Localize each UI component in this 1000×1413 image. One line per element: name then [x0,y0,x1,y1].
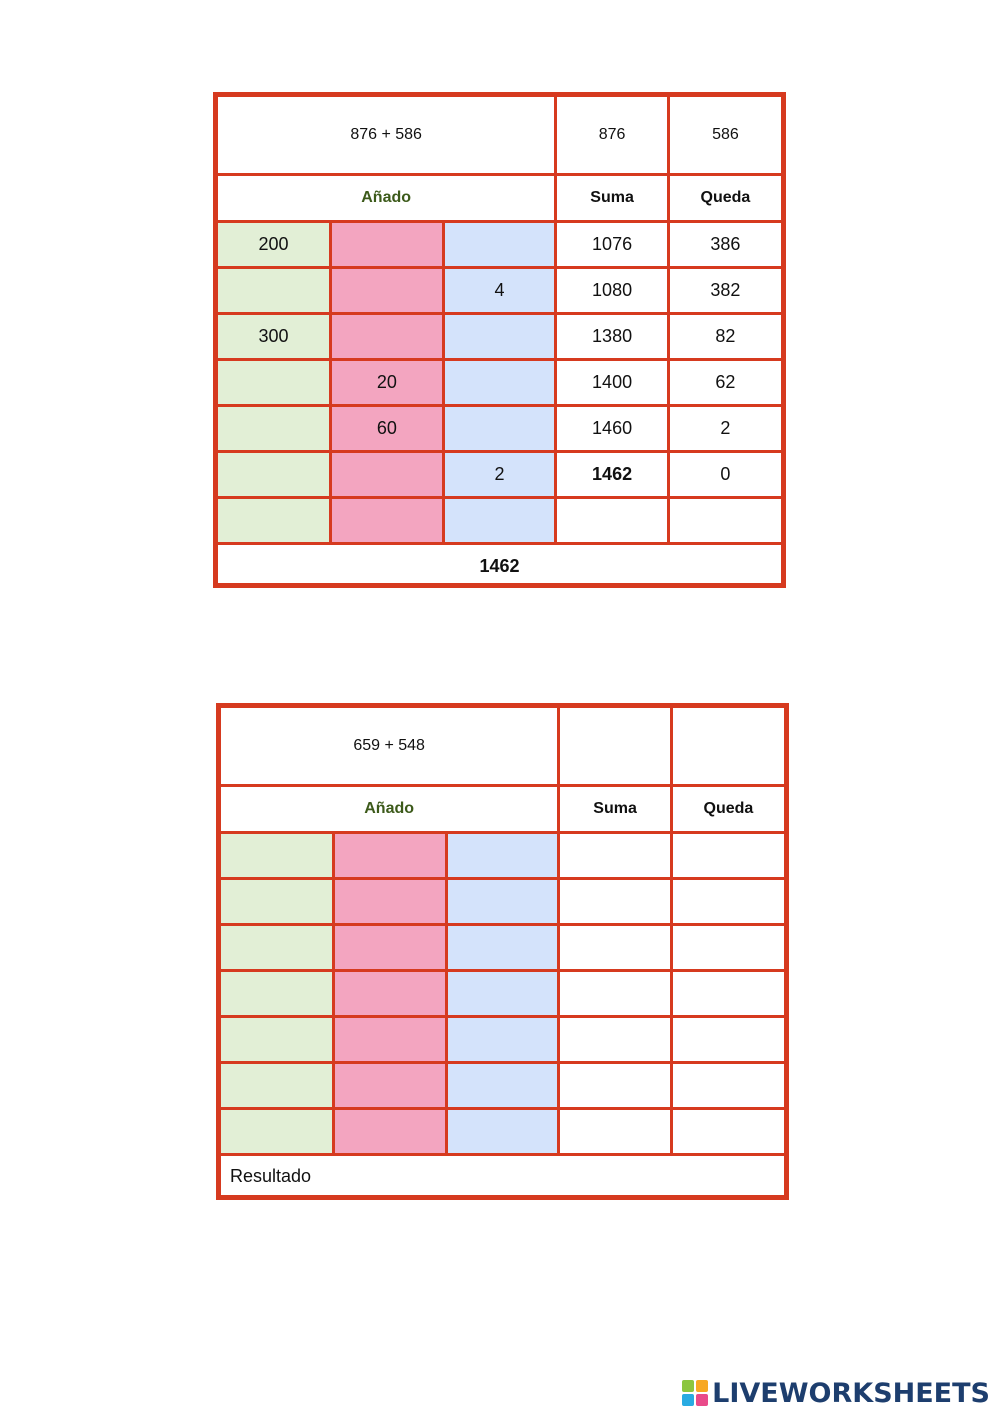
sum-input-cell[interactable] [559,1109,672,1155]
remaining-cell: 382 [668,268,781,314]
sum-cell: 1462 [556,452,669,498]
sum-cell: 1460 [556,406,669,452]
addend2-cell: 586 [668,97,781,175]
addend1-cell: 876 [556,97,669,175]
sum-input-cell[interactable] [559,833,672,879]
units-input-cell[interactable] [446,879,559,925]
tens-input-cell[interactable] [334,879,447,925]
remaining-header: Queda [671,786,784,833]
hundreds-input-cell[interactable] [221,833,334,879]
sum-cell: 1400 [556,360,669,406]
sum-cell [556,498,669,544]
result-cell: 1462 [218,544,781,589]
table-row [218,268,781,314]
problem-cell: 659 + 548 [221,708,559,786]
table-row [218,360,781,406]
hundreds-cell [218,268,331,314]
hundreds-input-cell[interactable] [221,879,334,925]
table-row [218,406,781,452]
hundreds-cell: 300 [218,314,331,360]
table-row [221,1063,784,1109]
remaining-input-cell[interactable] [671,879,784,925]
tens-cell: 60 [331,406,444,452]
units-cell [443,222,556,268]
table-row [218,222,781,268]
logo-text: LIVEWORKSHEETS [712,1377,990,1409]
remaining-input-cell[interactable] [671,971,784,1017]
table-row [221,879,784,925]
worksheet-table-exercise [216,703,789,1200]
remaining-cell: 82 [668,314,781,360]
tens-cell [331,268,444,314]
liveworksheets-logo [682,1376,990,1410]
units-cell: 4 [443,268,556,314]
addend2-input-cell[interactable] [671,708,784,786]
hundreds-cell [218,498,331,544]
tens-cell [331,452,444,498]
tens-input-cell[interactable] [334,1017,447,1063]
tens-input-cell[interactable] [334,833,447,879]
sum-input-cell[interactable] [559,879,672,925]
units-input-cell[interactable] [446,1017,559,1063]
sum-cell: 1076 [556,222,669,268]
sum-input-cell[interactable] [559,971,672,1017]
tens-input-cell[interactable] [334,971,447,1017]
problem-cell: 876 + 586 [218,97,556,175]
tens-input-cell[interactable] [334,925,447,971]
remaining-cell: 386 [668,222,781,268]
table-row [218,452,781,498]
remaining-input-cell[interactable] [671,1063,784,1109]
added-header: Añado [218,175,556,222]
hundreds-input-cell[interactable] [221,925,334,971]
remaining-cell: 2 [668,406,781,452]
table-row [218,314,781,360]
units-cell [443,360,556,406]
hundreds-input-cell[interactable] [221,1109,334,1155]
sum-cell: 1380 [556,314,669,360]
tens-cell [331,314,444,360]
addend1-input-cell[interactable] [559,708,672,786]
sum-input-cell[interactable] [559,1063,672,1109]
units-input-cell[interactable] [446,925,559,971]
tens-cell: 20 [331,360,444,406]
tens-cell [331,222,444,268]
tens-input-cell[interactable] [334,1109,447,1155]
worksheet-table-example [213,92,786,588]
units-cell [443,498,556,544]
remaining-cell: 0 [668,452,781,498]
hundreds-cell: 200 [218,222,331,268]
added-header: Añado [221,786,559,833]
remaining-header: Queda [668,175,781,222]
remaining-input-cell[interactable] [671,1017,784,1063]
remaining-input-cell[interactable] [671,833,784,879]
result-input-cell[interactable]: Resultado [221,1155,784,1210]
hundreds-cell [218,406,331,452]
units-input-cell[interactable] [446,1109,559,1155]
sum-header: Suma [559,786,672,833]
remaining-input-cell[interactable] [671,925,784,971]
table-row [221,1017,784,1063]
sum-header: Suma [556,175,669,222]
units-input-cell[interactable] [446,1063,559,1109]
hundreds-cell [218,360,331,406]
liveworksheets-logo-icon [682,1380,708,1406]
units-cell: 2 [443,452,556,498]
units-cell [443,406,556,452]
table-row [218,498,781,544]
sum-input-cell[interactable] [559,925,672,971]
hundreds-cell [218,452,331,498]
sum-cell: 1080 [556,268,669,314]
sum-input-cell[interactable] [559,1017,672,1063]
remaining-input-cell[interactable] [671,1109,784,1155]
hundreds-input-cell[interactable] [221,1063,334,1109]
hundreds-input-cell[interactable] [221,1017,334,1063]
remaining-cell [668,498,781,544]
hundreds-input-cell[interactable] [221,971,334,1017]
tens-cell [331,498,444,544]
units-cell [443,314,556,360]
units-input-cell[interactable] [446,971,559,1017]
tens-input-cell[interactable] [334,1063,447,1109]
remaining-cell: 62 [668,360,781,406]
table-row [221,833,784,879]
units-input-cell[interactable] [446,833,559,879]
table-row [221,1109,784,1155]
table-row [221,925,784,971]
table-row [221,971,784,1017]
